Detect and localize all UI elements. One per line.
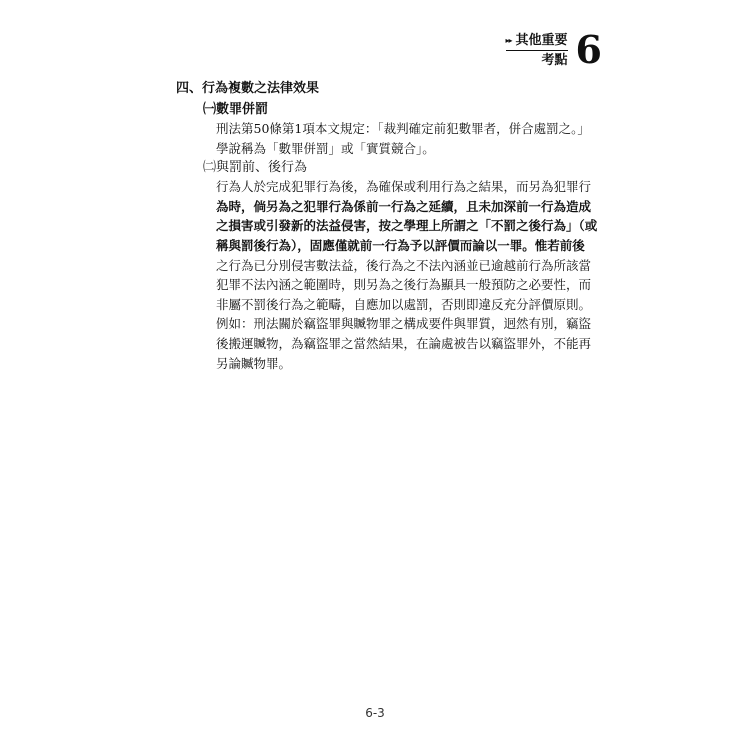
chapter-number: 6 bbox=[575, 27, 602, 72]
subsection-title-1: ㈠數罪併罰 bbox=[203, 102, 269, 117]
text-line: 刑法第50條第1項本文規定：「裁判確定前犯數罪者，併合處罰之。」 bbox=[216, 121, 590, 136]
text-line: 後搬運贓物，為竊盜罪之當然結果，在論處被告以竊盜罪外，不能再 bbox=[216, 335, 592, 351]
chapter-category-line1: 其他重要 bbox=[515, 32, 568, 48]
chapter-header bbox=[505, 27, 603, 72]
text-line: 例如：刑法關於竊盜罪與贓物罪之構成要件與罪質，迥然有別，竊盜 bbox=[216, 316, 592, 332]
subsection-title-2: ㈡與罰前、後行為 bbox=[203, 160, 308, 176]
chapter-category-line2: 考點 bbox=[541, 52, 568, 68]
text-line: 之行為已分別侵害數法益，後行為之不法內涵並已逾越前行為所該當 bbox=[216, 257, 592, 273]
text-line: 行為人於完成犯罪行為後，為確保或利用行為之結果，而另為犯罪行 bbox=[216, 179, 592, 195]
chapter-header-row1 bbox=[506, 33, 568, 49]
text-line: 學說稱為「數罪併罰」或「實質競合」。 bbox=[216, 140, 435, 156]
double-arrow-icon: ▸▸ bbox=[505, 35, 512, 45]
text-line: 非屬不罰後行為之範疇，自應加以處罰，否則即違反充分評價原則。 bbox=[216, 296, 592, 312]
text-line: 稱與罰後行為），固應僅就前一行為予以評價而論以一罪。惟若前後 bbox=[216, 237, 585, 253]
paragraph-2 bbox=[216, 177, 613, 373]
text-line: 之損害或引發新的法益侵害，按之學理上所謂之「不罰之後行為」（或 bbox=[216, 218, 598, 234]
section-title: 四、行為複數之法律效果 bbox=[176, 81, 320, 96]
page-number: 6-3 bbox=[365, 706, 385, 720]
text-line: 犯罪不法內涵之範圍時，則另為之後行為顯具一般預防之必要性，而 bbox=[216, 277, 592, 293]
paragraph-1 bbox=[216, 119, 613, 158]
text-line: 另論贓物罪。 bbox=[216, 355, 292, 371]
chapter-header-labels bbox=[506, 33, 568, 68]
header-divider bbox=[506, 50, 568, 51]
text-line: 為時，倘另為之犯罪行為係前一行為之延續，且未加深前一行為造成 bbox=[216, 198, 592, 214]
main-content bbox=[176, 80, 616, 373]
